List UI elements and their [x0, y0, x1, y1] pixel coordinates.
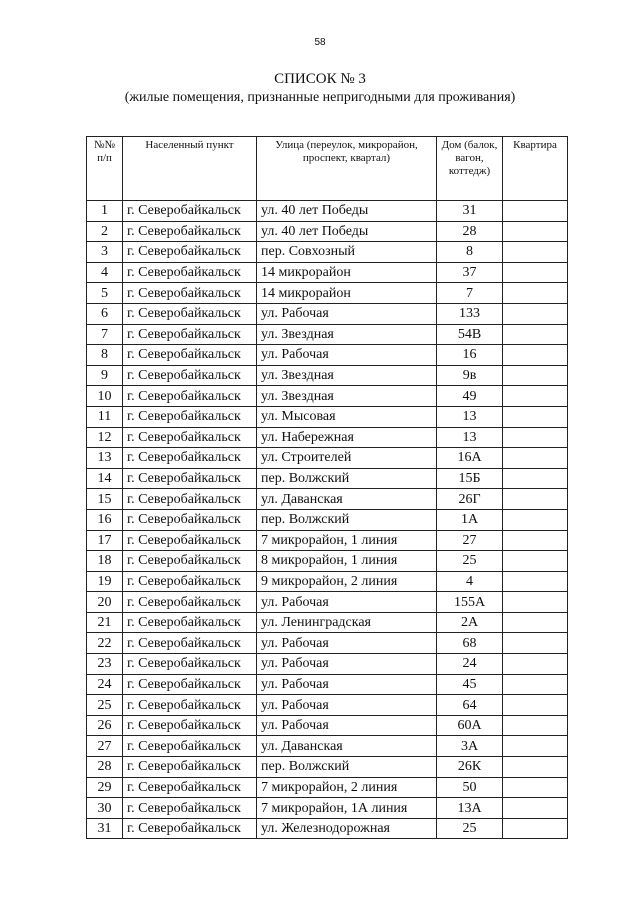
table-row	[87, 262, 568, 283]
row-number: 25	[87, 695, 123, 716]
row-house: 25	[437, 818, 503, 839]
row-flat	[503, 386, 568, 407]
row-flat	[503, 509, 568, 530]
row-city: г. Северобайкальск	[123, 406, 257, 427]
row-city: г. Северобайкальск	[123, 448, 257, 469]
row-number: 16	[87, 509, 123, 530]
table-row	[87, 365, 568, 386]
row-flat	[503, 262, 568, 283]
row-house: 68	[437, 633, 503, 654]
row-number: 29	[87, 777, 123, 798]
row-number: 11	[87, 406, 123, 427]
table-row	[87, 530, 568, 551]
row-flat	[503, 715, 568, 736]
row-city: г. Северобайкальск	[123, 633, 257, 654]
row-flat	[503, 221, 568, 242]
header-street: Улица (переулок, микрорайон, проспект, квартал)	[257, 137, 437, 201]
row-city: г. Северобайкальск	[123, 303, 257, 324]
row-city: г. Северобайкальск	[123, 551, 257, 572]
row-street: ул. Даванская	[257, 489, 437, 510]
table-row	[87, 695, 568, 716]
row-flat	[503, 489, 568, 510]
row-city: г. Северобайкальск	[123, 818, 257, 839]
table-row	[87, 612, 568, 633]
row-house: 28	[437, 221, 503, 242]
row-number: 20	[87, 592, 123, 613]
page-number: 58	[314, 37, 326, 48]
row-street: ул. 40 лет Победы	[257, 201, 437, 222]
row-number: 4	[87, 262, 123, 283]
row-house: 26Г	[437, 489, 503, 510]
row-number: 28	[87, 757, 123, 778]
row-house: 54В	[437, 324, 503, 345]
row-city: г. Северобайкальск	[123, 736, 257, 757]
row-city: г. Северобайкальск	[123, 571, 257, 592]
row-house: 9в	[437, 365, 503, 386]
table-row	[87, 509, 568, 530]
row-city: г. Северобайкальск	[123, 242, 257, 263]
row-city: г. Северобайкальск	[123, 201, 257, 222]
row-number: 8	[87, 345, 123, 366]
header-num: №№ п/п	[87, 137, 123, 201]
row-street: 7 микрорайон, 1А линия	[257, 798, 437, 819]
row-city: г. Северобайкальск	[123, 324, 257, 345]
row-number: 31	[87, 818, 123, 839]
row-flat	[503, 324, 568, 345]
row-house: 133	[437, 303, 503, 324]
row-house: 45	[437, 674, 503, 695]
row-house: 13	[437, 427, 503, 448]
table-row	[87, 448, 568, 469]
row-flat	[503, 468, 568, 489]
table-row	[87, 654, 568, 675]
row-house: 7	[437, 283, 503, 304]
row-flat	[503, 695, 568, 716]
document-title: СПИСОК № 3	[274, 71, 366, 87]
row-number: 6	[87, 303, 123, 324]
row-city: г. Северобайкальск	[123, 489, 257, 510]
table-row	[87, 798, 568, 819]
row-street: ул. Набережная	[257, 427, 437, 448]
row-flat	[503, 201, 568, 222]
row-house: 31	[437, 201, 503, 222]
row-number: 14	[87, 468, 123, 489]
table-row	[87, 303, 568, 324]
row-street: ул. Рабочая	[257, 592, 437, 613]
table-row	[87, 818, 568, 839]
row-street: ул. Рабочая	[257, 654, 437, 675]
row-flat	[503, 427, 568, 448]
row-number: 15	[87, 489, 123, 510]
housing-table	[86, 136, 568, 839]
row-city: г. Северобайкальск	[123, 777, 257, 798]
row-flat	[503, 448, 568, 469]
row-number: 13	[87, 448, 123, 469]
row-city: г. Северобайкальск	[123, 345, 257, 366]
row-number: 1	[87, 201, 123, 222]
row-house: 8	[437, 242, 503, 263]
row-street: пер. Волжский	[257, 468, 437, 489]
row-street: ул. Строителей	[257, 448, 437, 469]
row-house: 15Б	[437, 468, 503, 489]
row-number: 2	[87, 221, 123, 242]
row-house: 13А	[437, 798, 503, 819]
table-row	[87, 715, 568, 736]
row-house: 155А	[437, 592, 503, 613]
row-house: 25	[437, 551, 503, 572]
row-house: 49	[437, 386, 503, 407]
table-row	[87, 468, 568, 489]
header-flat: Квартира	[503, 137, 568, 201]
row-number: 9	[87, 365, 123, 386]
row-street: ул. Рабочая	[257, 303, 437, 324]
row-city: г. Северобайкальск	[123, 674, 257, 695]
row-city: г. Северобайкальск	[123, 530, 257, 551]
table-row	[87, 386, 568, 407]
row-number: 23	[87, 654, 123, 675]
row-house: 26К	[437, 757, 503, 778]
table-header-row	[87, 137, 568, 201]
table-row	[87, 551, 568, 572]
row-house: 50	[437, 777, 503, 798]
row-house: 1А	[437, 509, 503, 530]
row-street: ул. Рабочая	[257, 633, 437, 654]
row-city: г. Северобайкальск	[123, 715, 257, 736]
row-city: г. Северобайкальск	[123, 427, 257, 448]
row-flat	[503, 736, 568, 757]
row-house: 24	[437, 654, 503, 675]
row-number: 3	[87, 242, 123, 263]
row-house: 16	[437, 345, 503, 366]
row-house: 3А	[437, 736, 503, 757]
table-row	[87, 221, 568, 242]
row-flat	[503, 365, 568, 386]
row-flat	[503, 654, 568, 675]
table-row	[87, 633, 568, 654]
document-subtitle: (жилые помещения, признанные непригодными для проживания)	[124, 90, 516, 105]
row-house: 4	[437, 571, 503, 592]
row-street: 7 микрорайон, 2 линия	[257, 777, 437, 798]
row-number: 18	[87, 551, 123, 572]
table-row	[87, 674, 568, 695]
row-house: 64	[437, 695, 503, 716]
row-flat	[503, 757, 568, 778]
row-house: 60А	[437, 715, 503, 736]
row-city: г. Северобайкальск	[123, 509, 257, 530]
row-street: ул. 40 лет Победы	[257, 221, 437, 242]
row-street: 9 микрорайон, 2 линия	[257, 571, 437, 592]
row-street: пер. Совхозный	[257, 242, 437, 263]
row-flat	[503, 674, 568, 695]
table-row	[87, 283, 568, 304]
row-street: ул. Железнодорожная	[257, 818, 437, 839]
table-row	[87, 427, 568, 448]
row-street: ул. Звездная	[257, 365, 437, 386]
header-city: Населенный пункт	[123, 137, 257, 201]
row-flat	[503, 242, 568, 263]
row-flat	[503, 283, 568, 304]
table-row	[87, 757, 568, 778]
row-street: ул. Звездная	[257, 386, 437, 407]
row-street: 7 микрорайон, 1 линия	[257, 530, 437, 551]
row-house: 2А	[437, 612, 503, 633]
row-house: 27	[437, 530, 503, 551]
table-row	[87, 324, 568, 345]
row-street: 14 микрорайон	[257, 262, 437, 283]
row-number: 21	[87, 612, 123, 633]
table-row	[87, 736, 568, 757]
row-street: 14 микрорайон	[257, 283, 437, 304]
row-city: г. Северобайкальск	[123, 654, 257, 675]
row-city: г. Северобайкальск	[123, 365, 257, 386]
row-street: пер. Волжский	[257, 757, 437, 778]
row-street: ул. Рабочая	[257, 674, 437, 695]
row-number: 30	[87, 798, 123, 819]
row-city: г. Северобайкальск	[123, 221, 257, 242]
row-city: г. Северобайкальск	[123, 283, 257, 304]
header-house: Дом (балок, вагон, коттедж)	[437, 137, 503, 201]
table-row	[87, 571, 568, 592]
row-house: 37	[437, 262, 503, 283]
row-number: 26	[87, 715, 123, 736]
row-flat	[503, 777, 568, 798]
row-flat	[503, 571, 568, 592]
row-city: г. Северобайкальск	[123, 612, 257, 633]
row-city: г. Северобайкальск	[123, 592, 257, 613]
row-city: г. Северобайкальск	[123, 757, 257, 778]
row-flat	[503, 818, 568, 839]
row-number: 10	[87, 386, 123, 407]
row-city: г. Северобайкальск	[123, 386, 257, 407]
table-row	[87, 242, 568, 263]
table-row	[87, 489, 568, 510]
row-flat	[503, 406, 568, 427]
row-number: 7	[87, 324, 123, 345]
row-flat	[503, 633, 568, 654]
row-flat	[503, 798, 568, 819]
row-street: 8 микрорайон, 1 линия	[257, 551, 437, 572]
row-flat	[503, 345, 568, 366]
row-number: 24	[87, 674, 123, 695]
row-number: 5	[87, 283, 123, 304]
row-city: г. Северобайкальск	[123, 695, 257, 716]
row-number: 17	[87, 530, 123, 551]
row-street: ул. Мысовая	[257, 406, 437, 427]
row-house: 16А	[437, 448, 503, 469]
row-number: 12	[87, 427, 123, 448]
row-street: пер. Волжский	[257, 509, 437, 530]
row-street: ул. Звездная	[257, 324, 437, 345]
row-number: 27	[87, 736, 123, 757]
row-flat	[503, 530, 568, 551]
row-flat	[503, 592, 568, 613]
row-street: ул. Ленинградская	[257, 612, 437, 633]
table-row	[87, 406, 568, 427]
row-flat	[503, 551, 568, 572]
row-city: г. Северобайкальск	[123, 262, 257, 283]
row-city: г. Северобайкальск	[123, 798, 257, 819]
table-row	[87, 345, 568, 366]
row-house: 13	[437, 406, 503, 427]
table-row	[87, 777, 568, 798]
table-row	[87, 592, 568, 613]
table-row	[87, 201, 568, 222]
row-flat	[503, 303, 568, 324]
row-flat	[503, 612, 568, 633]
row-city: г. Северобайкальск	[123, 468, 257, 489]
row-number: 19	[87, 571, 123, 592]
row-street: ул. Рабочая	[257, 715, 437, 736]
row-street: ул. Рабочая	[257, 695, 437, 716]
table-body	[87, 201, 568, 839]
row-street: ул. Рабочая	[257, 345, 437, 366]
row-street: ул. Даванская	[257, 736, 437, 757]
row-number: 22	[87, 633, 123, 654]
